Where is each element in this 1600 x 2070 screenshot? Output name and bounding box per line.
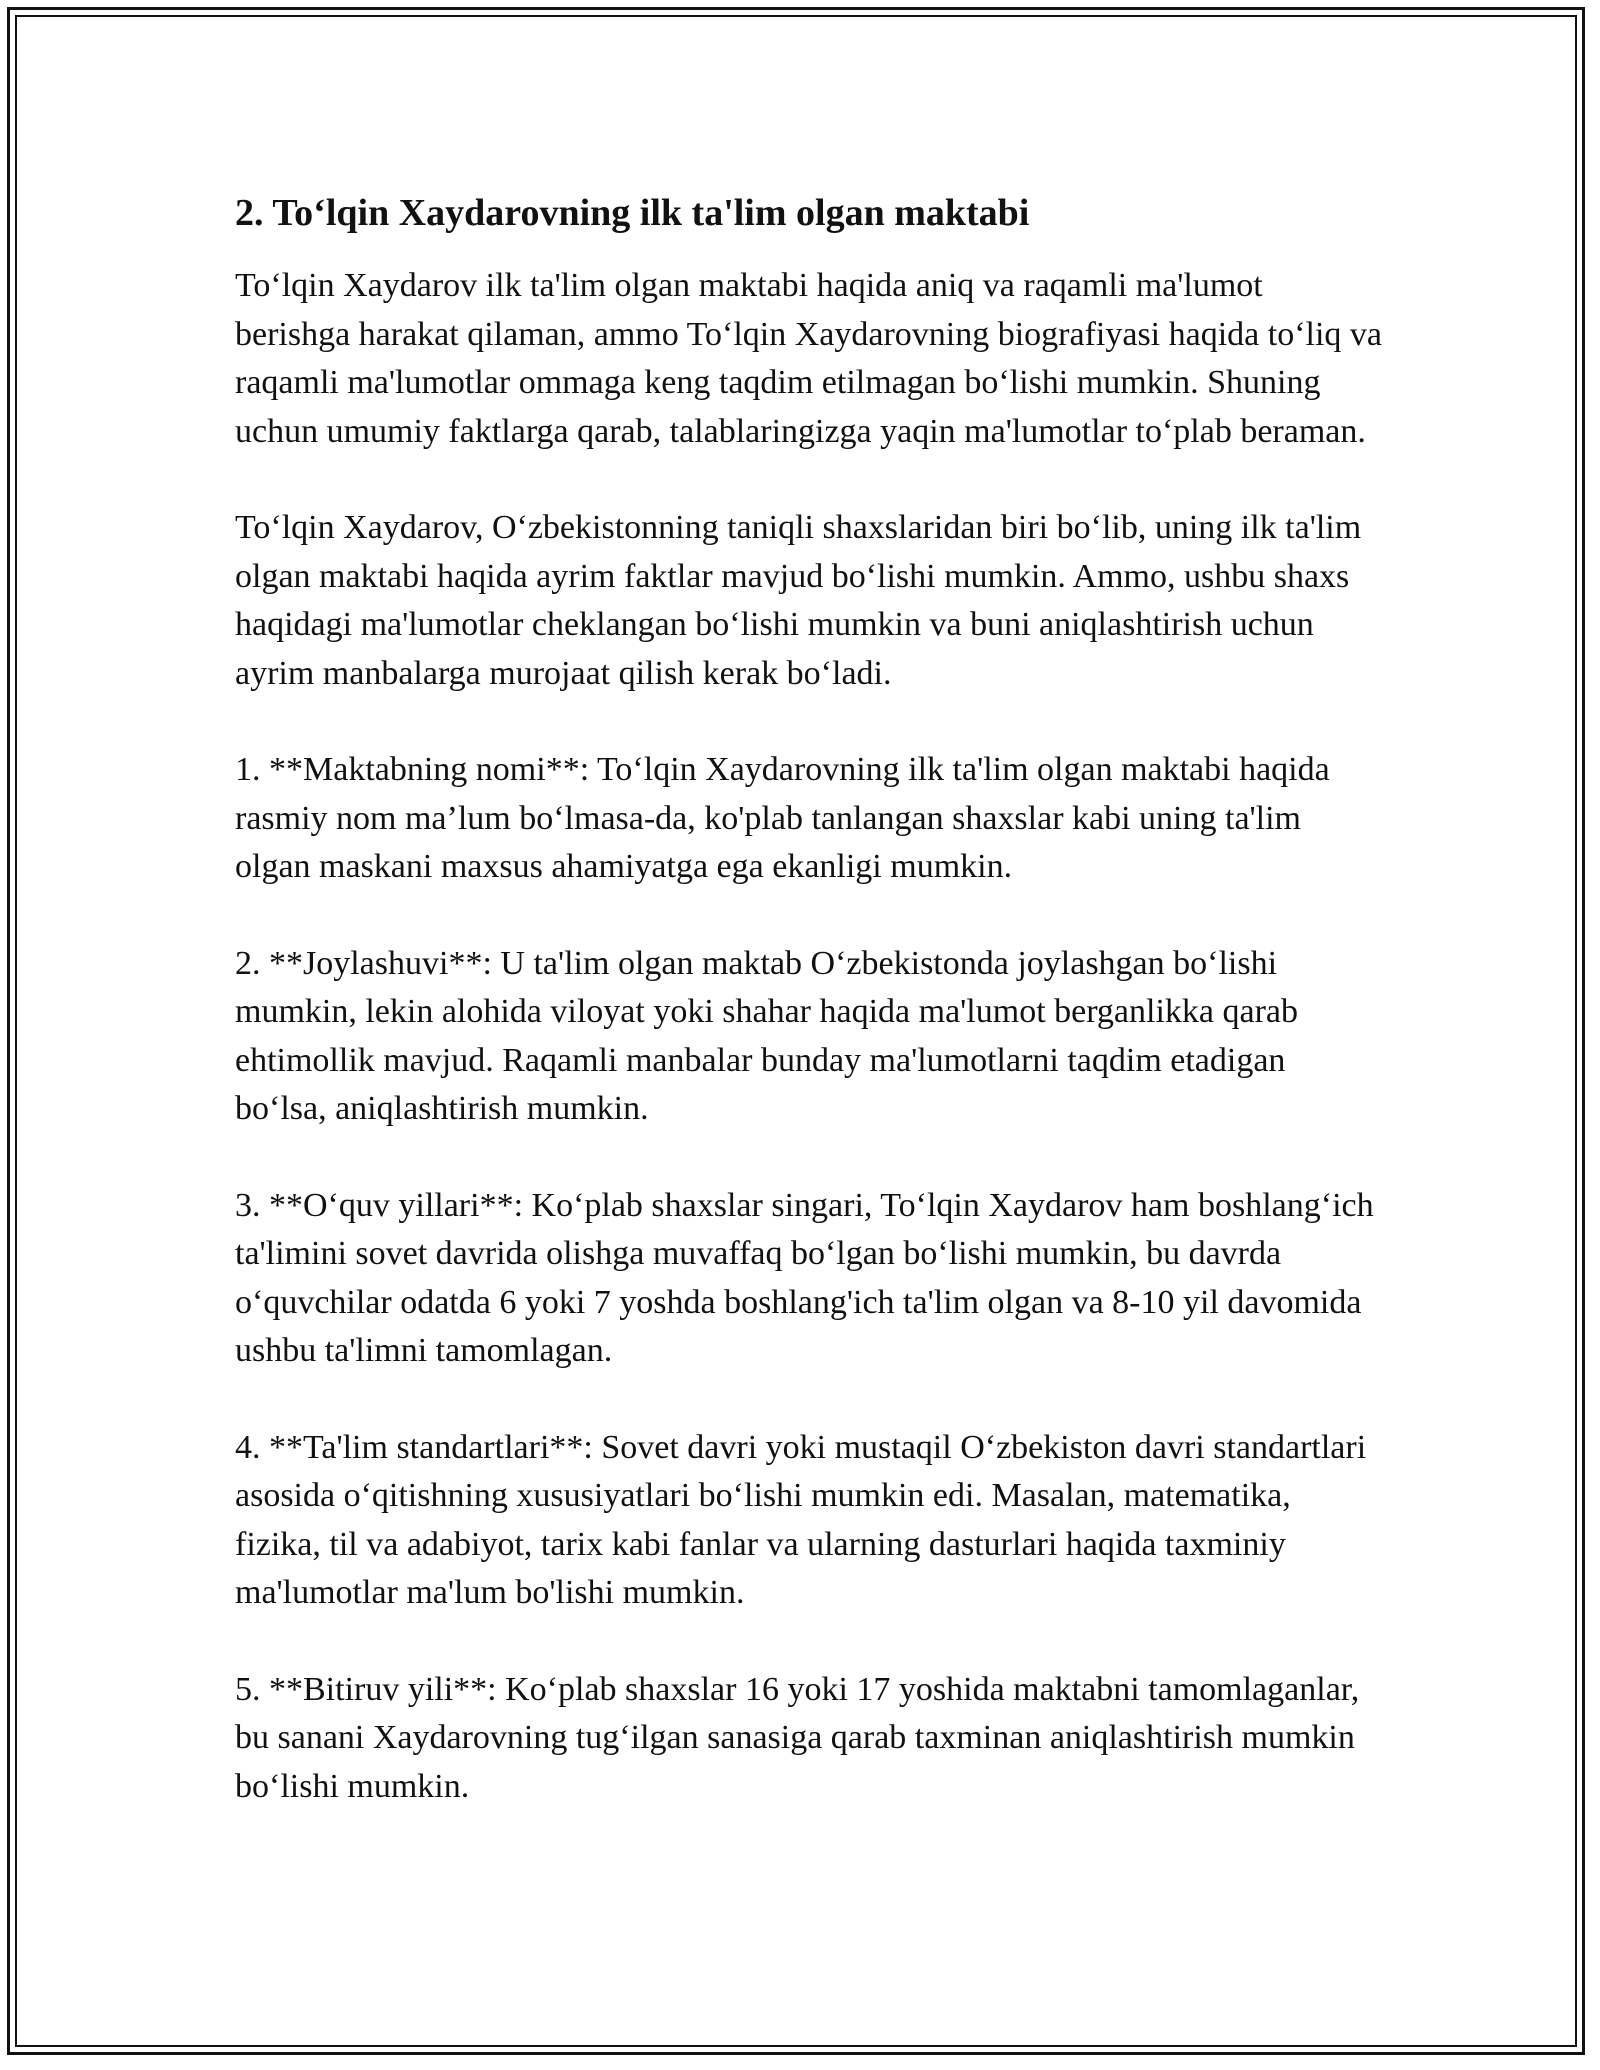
context-paragraph: To‘lqin Xaydarov, O‘zbekistonning taniqli shaxslaridan biri bo‘lib, uning ilk ta'lim olgan maktabi haqida ayrim faktlar mavjud bo‘lishi mumkin. Ammo, ushbu shaxs haqidagi ma'lumotlar cheklangan bo‘lishi mumkin va buni aniqlashtirish uchun ayrim manbalarga murojaat qilish kerak bo‘ladi. (235, 509, 1362, 692)
list-item-location: 2. **Joylashuvi**: U ta'lim olgan maktab O‘zbekistonda joylashgan bo‘lishi mumkin, lekin alohida viloyat yoki shahar haqida ma'lumot berganlikka qarab ehtimollik mavjud. Raqamli manbalar bunday ma'lumotlarni taqdim etadigan bo‘lsa, aniqlashtirish mumkin. (235, 944, 1299, 1127)
list-item-graduation-year: 5. **Bitiruv yili**: Ko‘plab shaxslar 16 yoki 17 yoshida maktabni tamomlaganlar, bu sanani Xaydarovning tug‘ilgan sanasiga qarab taxminan aniqlashtirish mumkin bo‘lishi mumkin. (235, 1670, 1360, 1805)
list-item-school-name: 1. **Maktabning nomi**: To‘lqin Xaydarovning ilk ta'lim olgan maktabi haqida rasmiy nom ma’lum bo‘lmasa-da, ko'plab tanlangan shaxslar kabi uning ta'lim olgan maskani maxsus ahamiyatga ega ekanligi mumkin. (235, 751, 1330, 885)
intro-paragraph: To‘lqin Xaydarov ilk ta'lim olgan maktabi haqida aniq va raqamli ma'lumot berishga harakat qilaman, ammo To‘lqin Xaydarovning biografiyasi haqida to‘liq va raqamli ma'lumotlar ommaga keng taqdim etilmagan bo‘lishi mumkin. Shuning uchun umumiy faktlarga qarab, talablaringizga yaqin ma'lumotlar to‘plab beraman. (235, 267, 1383, 450)
section-heading: 2. To‘lqin Xaydarovning ilk ta'lim olgan maktabi (235, 192, 1030, 234)
list-item-education-standards: 4. **Ta'lim standartlari**: Sovet davri yoki mustaqil O‘zbekiston davri standartlari asosida o‘qitishning xususiyatlari bo‘lishi mumkin edi. Masalan, matematika, fizika, til va adabiyot, tarix kabi fanlar va ularning dasturlari haqida taxminiy ma'lumotlar ma'lum bo'lishi mumkin. (235, 1428, 1367, 1611)
document-body (235, 188, 1385, 1859)
list-item-study-years: 3. **O‘quv yillari**: Ko‘plab shaxslar singari, To‘lqin Xaydarov ham boshlang‘ich ta'limini sovet davrida olishga muvaffaq bo‘lgan bo‘lishi mumkin, bu davrda o‘quvchilar odatda 6 yoki 7 yoshda boshlang'ich ta'lim olgan va 8-10 yil davomida ushbu ta'limni tamomlagan. (235, 1186, 1374, 1369)
